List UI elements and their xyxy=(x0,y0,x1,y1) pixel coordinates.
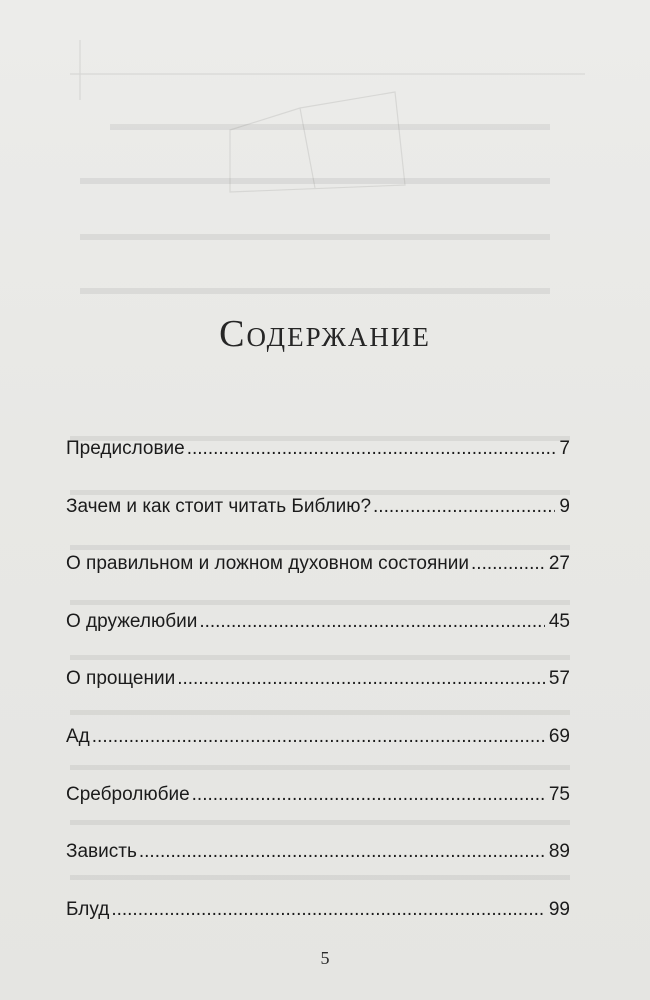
toc-entry xyxy=(66,726,570,784)
dot-leader xyxy=(192,784,545,806)
toc-entry xyxy=(66,611,570,669)
dot-leader xyxy=(111,899,545,921)
toc-entry-title: О дружелюбии xyxy=(66,610,198,632)
toc-entry-title: О правильном и ложном духовном состоянии xyxy=(66,553,470,575)
toc-entry-title: Зачем и как стоит читать Библию? xyxy=(66,495,372,517)
toc-entry-page: 45 xyxy=(548,610,570,632)
toc-entry-page: 75 xyxy=(548,783,570,805)
toc-entry xyxy=(66,496,570,554)
dot-leader xyxy=(199,611,545,633)
toc-entry-title: Сребролюбие xyxy=(66,783,190,805)
toc-entry-title: Предисловие xyxy=(66,438,185,459)
toc-entry-page: 89 xyxy=(548,841,570,863)
dot-leader xyxy=(187,438,556,460)
dot-leader xyxy=(139,841,545,863)
toc-entry-page: 69 xyxy=(548,725,570,747)
page-number: 5 xyxy=(320,948,330,968)
toc-entry-page: 27 xyxy=(548,553,570,575)
toc-entry xyxy=(66,784,570,842)
toc-entry-title: Ад xyxy=(66,725,90,747)
toc-entry xyxy=(66,668,570,726)
toc-entry-page: 57 xyxy=(548,668,570,690)
toc-entry-page: 7 xyxy=(559,438,570,459)
table-of-contents xyxy=(66,438,570,956)
dot-leader xyxy=(471,553,545,575)
toc-entry-page: 9 xyxy=(559,495,570,517)
page-title: Содержание xyxy=(219,313,431,355)
dot-leader xyxy=(373,496,555,518)
dot-leader xyxy=(92,726,545,748)
toc-entry xyxy=(66,841,570,899)
toc-entry xyxy=(66,553,570,611)
toc-entry-title: Зависть xyxy=(66,841,137,863)
toc-entry xyxy=(66,438,570,496)
toc-entry-title: О прощении xyxy=(66,668,176,690)
toc-entry-title: Блуд xyxy=(66,898,110,920)
toc-entry-page: 99 xyxy=(548,898,570,920)
dot-leader xyxy=(177,668,545,690)
